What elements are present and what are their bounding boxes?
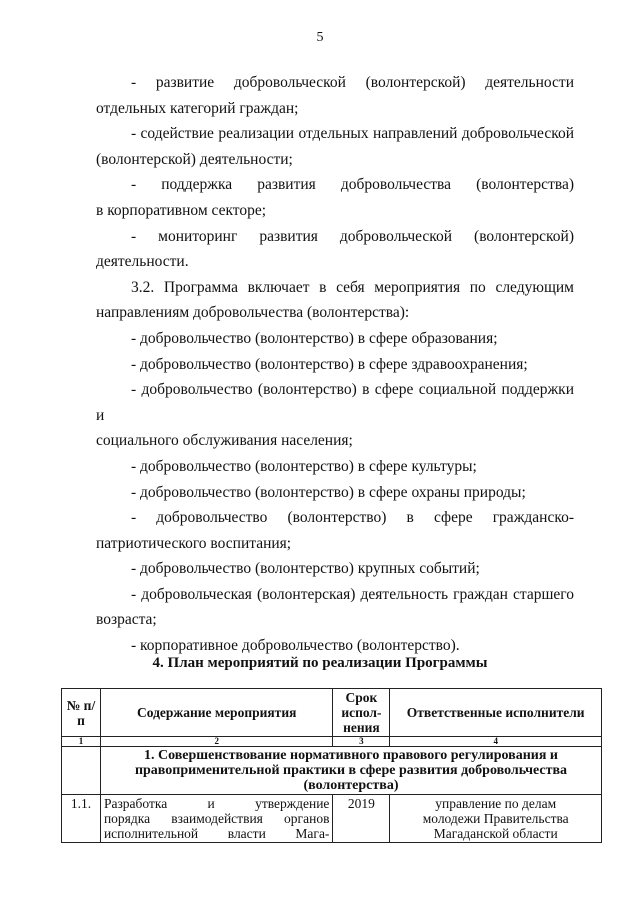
paragraph-line: - поддержка развития добровольчества (волонтерства)	[131, 176, 574, 194]
plan-table	[61, 688, 602, 843]
paragraph-line: - добровольчество (волонтерство) в сфере гражданско-	[131, 509, 574, 527]
paragraph-line: в корпоративном секторе;	[96, 201, 267, 219]
paragraph-line: - добровольчество (волонтерство) крупных событий;	[131, 560, 480, 578]
paragraph-line: - содействие реализации отдельных направлений добровольческой	[131, 125, 574, 143]
paragraph-line: - добровольчество (волонтерство) в сфере здравоохранения;	[131, 355, 528, 373]
section-title: 1. Совершенствование нормативного правового регулирования и правоприменительной практики в сфере развития добровольчества (волонтерства)	[100, 747, 601, 795]
paragraph-line: патриотического воспитания;	[96, 534, 292, 552]
body-text	[96, 70, 574, 659]
column-index: 1	[62, 737, 101, 747]
row-executors	[390, 795, 602, 843]
column-index-row	[62, 737, 602, 747]
paragraph-line: деятельности.	[96, 253, 189, 271]
paragraph-line: - мониторинг развития добровольческой (волонтерской)	[131, 227, 574, 245]
paragraph-line: социального обслуживания населения;	[96, 432, 353, 450]
section-row	[62, 747, 602, 795]
paragraph-line: - корпоративное добровольчество (волонтерство).	[131, 637, 460, 655]
row-executor-line: управление по делам	[435, 796, 557, 811]
header-executors: Ответственные исполнители	[390, 689, 602, 737]
section-row-spacer	[62, 747, 101, 795]
row-content-line: Разработка и утверждение	[103, 796, 330, 811]
row-content-line: исполнительной власти Мага-	[103, 826, 330, 841]
header-number: № п/п	[62, 689, 101, 737]
header-term: Срок испол-нения	[333, 689, 390, 737]
page-number: 5	[316, 30, 324, 45]
paragraph-line: - добровольчество (волонтерство) в сфере культуры;	[131, 457, 477, 475]
column-index: 2	[100, 737, 332, 747]
paragraph-line: - добровольчество (волонтерство) в сфере охраны природы;	[131, 483, 526, 501]
paragraph-line: направлениям добровольчества (волонтерства):	[96, 304, 410, 322]
column-index: 3	[333, 737, 390, 747]
row-term: 2019	[333, 795, 390, 843]
paragraph-line: 3.2. Программа включает в себя мероприятия по следующим	[131, 278, 574, 296]
table-row	[62, 795, 602, 843]
section-heading: 4. План мероприятий по реализации Программы	[152, 655, 488, 671]
paragraph-line: отдельных категорий граждан;	[96, 99, 299, 117]
header-content: Содержание мероприятия	[100, 689, 332, 737]
table-header-row	[62, 689, 602, 737]
paragraph-line: - добровольчество (волонтерство) в сфере образования;	[131, 329, 498, 347]
paragraph-line: - развитие добровольческой (волонтерской) деятельности	[131, 74, 574, 91]
paragraph-line: - добровольчество (волонтерство) в сфере социальной поддержки и	[96, 381, 574, 424]
row-executor-line: Магаданской области	[433, 826, 558, 841]
row-content-line: порядка взаимодействия органов	[103, 811, 330, 826]
paragraph-line: возраста;	[96, 611, 157, 629]
row-number: 1.1.	[62, 795, 101, 843]
paragraph-line: - добровольческая (волонтерская) деятельность граждан старшего	[131, 585, 574, 603]
paragraph-line: (волонтерской) деятельности;	[96, 150, 293, 168]
column-index: 4	[390, 737, 602, 747]
row-content	[100, 795, 332, 843]
row-executor-line: молодежи Правительства	[422, 811, 569, 826]
